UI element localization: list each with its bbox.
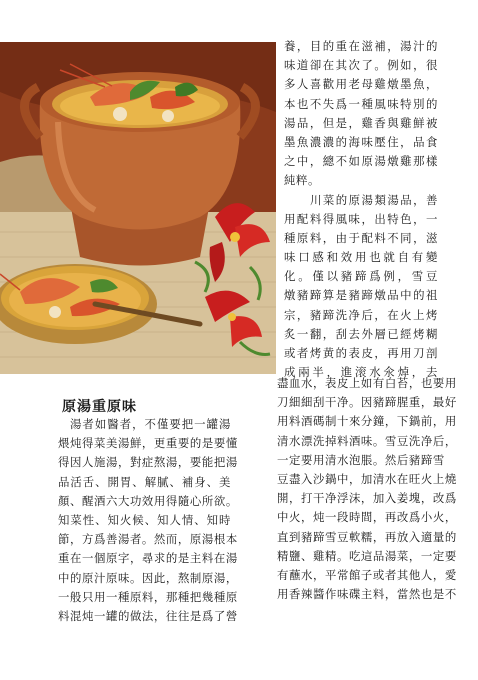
section-heading: 原湯重原味: [62, 399, 137, 415]
text-line: 用香辣醬作味碟主料，當然也是不: [277, 587, 457, 602]
text-line: 品活舌、開胃、解膩、補身、美: [58, 474, 231, 489]
text-line: 味道卻在其次了。例如，很: [284, 58, 438, 73]
text-line: 多人喜歡用老母雞燉墨魚，: [284, 77, 438, 92]
text-line: 川菜的原湯類湯品，善: [310, 192, 438, 207]
text-line: 燉豬蹄算是豬蹄燉品中的祖: [284, 288, 438, 303]
bottom-column: [277, 374, 457, 604]
text-line: 湯品，但是，雞香與雞鮮被: [284, 115, 438, 130]
text-line: 精鹽、雞精。吃這品湯菜，一定要: [277, 548, 457, 563]
text-line: 之中，總不如原湯燉雞那樣: [284, 154, 438, 169]
text-line: 重在一個原字，尋求的是主料在湯: [58, 551, 238, 566]
text-line: 節，方爲善湯者。然而，原湯根本: [58, 532, 238, 547]
left-column: [58, 415, 238, 626]
text-line: 豆盡入沙鍋中，加清水在旺火上燒: [277, 471, 457, 486]
text-line: 中火，炖一段時間，再改爲小火，: [277, 510, 457, 525]
text-line: 味口感和效用也就自有變: [284, 250, 438, 265]
text-line: 一定要用清水泡脹。然后豬蹄雪: [277, 452, 445, 467]
text-line: 化。僅以豬蹄爲例，雪豆: [284, 269, 438, 284]
text-line: 湯者如醫者，不僅要把一罐湯: [70, 417, 231, 431]
text-line: 知菜性、知火候、知人情、知時: [58, 512, 231, 527]
text-line: 純粹。: [284, 173, 320, 188]
text-line: 中的原汁原味。因此，熬制原湯，: [58, 570, 238, 585]
soup-photo: [0, 42, 276, 374]
text-line: 或者烤黄的表皮，再用刀剖: [284, 346, 438, 360]
text-line: 用配料得風味，出特色，一: [284, 211, 438, 226]
text-line: 有蘸水，平常館子或者其他人，愛: [277, 567, 457, 582]
text-line: 清水漂洗掉料酒味。雪豆洗净后，: [277, 433, 457, 448]
text-line: 盡血水，表皮上如有白苔，也要用: [277, 376, 457, 390]
text-line: 刀細細刮干净。因豬蹄腥重，最好: [277, 395, 457, 410]
text-line: 煨炖得菜美湯鮮，更重要的是要懂: [58, 436, 238, 451]
text-line: 成兩半，進滚水氽焯，去: [284, 365, 438, 380]
text-line: 一般只用一種原料，那種把幾種原: [58, 589, 238, 604]
text-line: 種原料，由于配料不同，滋: [284, 230, 438, 245]
text-line: 用料酒碼制十來分鐘，下鍋前，用: [277, 414, 457, 429]
text-line: 得因人施湯，對症熬湯，要能把湯: [58, 455, 238, 470]
text-line: 料混炖一罐的做法，往往是爲了營: [58, 608, 238, 623]
right-column: [284, 37, 438, 382]
text-line: 本也不失爲一種風味特別的: [284, 96, 438, 111]
text-line: 顏、醒酒六大功效用得隨心所欲。: [58, 493, 238, 508]
text-line: 墨魚濃濃的海味壓住，品食: [284, 134, 438, 149]
soup-illustration: [0, 42, 276, 374]
text-line: 炙一翻，刮去外層已經烤糊: [284, 326, 438, 341]
text-line: 開，打干净浮沫，加入姜塊，改爲: [277, 491, 457, 506]
text-line: 直到豬蹄雪豆軟糯，再放入適量的: [277, 529, 457, 544]
text-line: 宗，豬蹄洗净后，在火上烤: [284, 307, 438, 322]
text-line: 養，目的重在滋補，湯汁的: [284, 39, 438, 53]
